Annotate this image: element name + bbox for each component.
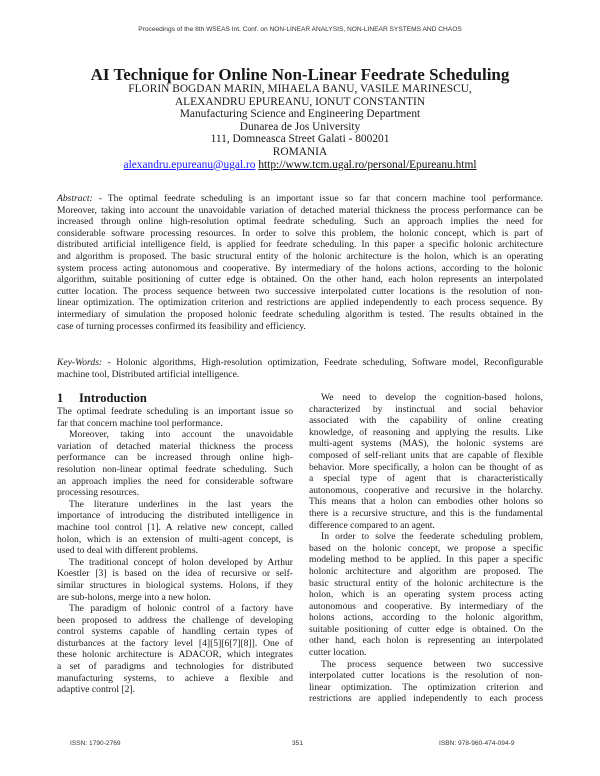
text-line: modeling method to be applied. In this paper a specific xyxy=(309,554,543,566)
text-line: increased through online high-resolution optimal feedrate scheduling. Such an approach implies the need for xyxy=(57,216,543,228)
text-line: holonic architecture and algorithm are proposed. The xyxy=(309,565,543,577)
label: Abstract: xyxy=(57,193,93,204)
address: 111, Domneasca Street Galati - 800201 xyxy=(210,133,390,146)
text-line: characterized by instinctual and social behavior xyxy=(309,403,543,415)
section-title: Introduction xyxy=(79,391,147,405)
text-line: behavior. More specifically, a holon can be thought of as xyxy=(309,461,543,473)
text-line: there is a recursive structure, and this is the fundamental xyxy=(309,507,543,519)
footer-issn: ISSN: 1790-2769 xyxy=(70,740,121,747)
text-line: manufacturing systems, to achieve a flexible and xyxy=(57,672,293,684)
keywords xyxy=(57,357,543,380)
homepage-link[interactable]: http://www.tcm.ugal.ro/personal/Epureanu.html xyxy=(258,158,477,171)
text-line: Moreover, taking into account the unavoidable xyxy=(69,429,293,441)
department: Manufacturing Science and Engineering Department xyxy=(179,108,421,121)
text-line: linear optimization. The optimization criterion and xyxy=(309,681,543,693)
text-line: importance of introducing the distributed intelligence in xyxy=(57,510,293,522)
text-line: associated with the capability of online creating xyxy=(309,415,543,427)
email-link[interactable]: alexandru.epureanu@ugal.ro xyxy=(123,158,256,171)
text-line: knowledge, of reasoning and applying the results. Like xyxy=(309,426,543,438)
text-line: distributed artificial intelligence field, is applied for feedrate scheduling. In this paper a specific holonic architecture xyxy=(57,239,543,251)
paper-title: AI Technique for Online Non-Linear Feedrate Scheduling xyxy=(90,65,510,84)
text-line: system process acting autonomous and cooperative. By intermediary of the holons actions, according to the holonic xyxy=(57,262,543,274)
text-line: The optimal feedrate scheduling is an important issue so xyxy=(57,406,293,417)
text-line: cutter location. The process sequence between two successive interpolated cutter locations is the resolution of non- xyxy=(57,285,543,297)
text-line: disturbances at the factory level [4][5][6[7][8]]. One of xyxy=(57,637,293,649)
text-line: a set of paradigms and technologies for distributed xyxy=(57,661,293,673)
text: - Holonic algorithms, High-resolution optimization, Feedrate scheduling, Software model, Reconfigurable xyxy=(102,357,543,368)
text-line: been proposed to address the challenge of developing xyxy=(57,614,293,626)
text: - The optimal feedrate scheduling is an important issue so far that concern machine tool performance. xyxy=(92,193,543,204)
text-line: based on the holonic concept, we propose a specific xyxy=(309,542,543,554)
text-line: We need to develop the cognition-based holons, xyxy=(321,392,543,403)
text-line: intermediary of simulation the proposed holonic feedrate scheduling algorithm is tested. The results obtained in the xyxy=(57,308,543,320)
text-line: multi-agent systems (MAS), the holonic systems are xyxy=(309,438,543,450)
text-line: a special type of agent that is characteristically xyxy=(309,473,543,485)
text-line: control systems capable of handling certain types of xyxy=(57,626,293,638)
text-line: case of turning processes confirmed its feasibility and efficiency. xyxy=(57,320,306,332)
text-line: other hand, each holon is representing an interpolated xyxy=(309,635,543,647)
text-line: resolution non-linear optimal feedrate scheduling. Such xyxy=(57,463,293,475)
author-names-line-1: FLORIN BOGDAN MARIN, MIHAELA BANU, VASILE MARINESCU, xyxy=(128,83,472,95)
text-line: This means that a holon can embodies other holons so xyxy=(309,496,543,508)
section-heading xyxy=(57,391,147,406)
text-line: holons actions, according to the holonic algorithm, xyxy=(309,612,543,624)
text-line: considerable software processing resources. In order to solve this problem, the holonic concept, which is part of xyxy=(57,227,543,239)
text-line: algorithm, suitable positioning of cutter edge is obtained. On the other hand, each holon represents an interpolated xyxy=(57,274,543,286)
text-line: autonomous, cooperative and recursive in the holarchy. xyxy=(309,484,543,496)
contact-line xyxy=(0,159,600,172)
text-line: and algorithm is proposed. The basic structural entity of the holonic architecture is the holon, which is an operating xyxy=(57,250,543,262)
text-line xyxy=(57,193,543,205)
running-header: Proceedings of the 8th WSEAS Int. Conf. on NON-LINEAR ANALYSIS, NON-LINEAR SYSTEMS AND CHAOS xyxy=(138,26,462,33)
text-line: machine tool control [1]. A relative new concept, called xyxy=(57,521,293,533)
text-line: suitable positioning of cutter edge is obtained. On the xyxy=(309,623,543,635)
text-line: difference compared to an agent. xyxy=(309,519,435,531)
text-line: The paradigm of holonic control of a factory have xyxy=(69,603,293,615)
text-line xyxy=(57,357,543,369)
text-line: autonomous and cooperative. By intermediary of the xyxy=(309,600,543,612)
right-column xyxy=(309,392,543,705)
text-line: basic structural entity of the holonic architecture is the xyxy=(309,577,543,589)
author-names-line-2: ALEXANDRU EPUREANU, IONUT CONSTANTIN xyxy=(174,95,426,108)
footer-page-number: 351 xyxy=(292,740,304,747)
text-line: processing resources. xyxy=(57,487,140,499)
text-line: The traditional concept of holon developed by Arthur xyxy=(69,556,293,568)
label: Key-Words: xyxy=(57,357,103,368)
text-line: The literature underlines in the last years the xyxy=(69,498,293,510)
text-line: holon, which is an extension of multi-agent concept, is xyxy=(57,533,293,545)
text-line: linear optimization. The optimization criterion and restrictions are applied independently to each process sequence. By xyxy=(57,297,543,309)
text-line: adaptive control [2]. xyxy=(57,684,136,696)
text-line: Moreover, taking into account the unavoidable variation of detached material thickness the process performance can be xyxy=(57,204,543,216)
section-number: 1 xyxy=(57,391,64,405)
text-line: performance can be increased through online high- xyxy=(57,452,293,464)
text-line: The process sequence between two successive xyxy=(321,658,543,670)
text-line: used to deal with different problems. xyxy=(57,545,199,557)
abstract xyxy=(57,193,543,332)
university: Dunarea de Jos University xyxy=(239,120,361,133)
text-line: similar structures in biological systems. Holons, if they xyxy=(57,579,293,591)
text-line: these holonic architecture is ADACOR, which integrates xyxy=(57,649,293,661)
text-line: far that concern machine tool performance. xyxy=(57,417,223,429)
text-line: Koestler [3] is based on the idea of recursive or self- xyxy=(57,568,293,580)
text-line: cutter location. xyxy=(309,647,367,659)
text-line: interpolated cutter locations is the resolution of non- xyxy=(309,670,543,682)
text-line: machine tool, Distributed artificial intelligence. xyxy=(57,368,240,380)
text-line: variation of detached material thickness the process xyxy=(57,440,293,452)
author-block xyxy=(0,83,600,171)
text-line: In order to solve the feederate scheduling problem, xyxy=(321,531,543,543)
text-line: composed of self-reliant units that are capable of flexible xyxy=(309,449,543,461)
footer-isbn: ISBN: 978-960-474-094-9 xyxy=(439,740,515,747)
text-line: restrictions are applied independently to each process xyxy=(309,693,543,705)
text-line: holon, which is an operating system process acting xyxy=(309,589,543,601)
country: ROMANIA xyxy=(272,145,328,158)
left-column xyxy=(57,406,293,696)
text-line: an approach implies the need for considerable software xyxy=(57,475,293,487)
text-line: are sub-holons, merge into a new holon. xyxy=(57,591,211,603)
